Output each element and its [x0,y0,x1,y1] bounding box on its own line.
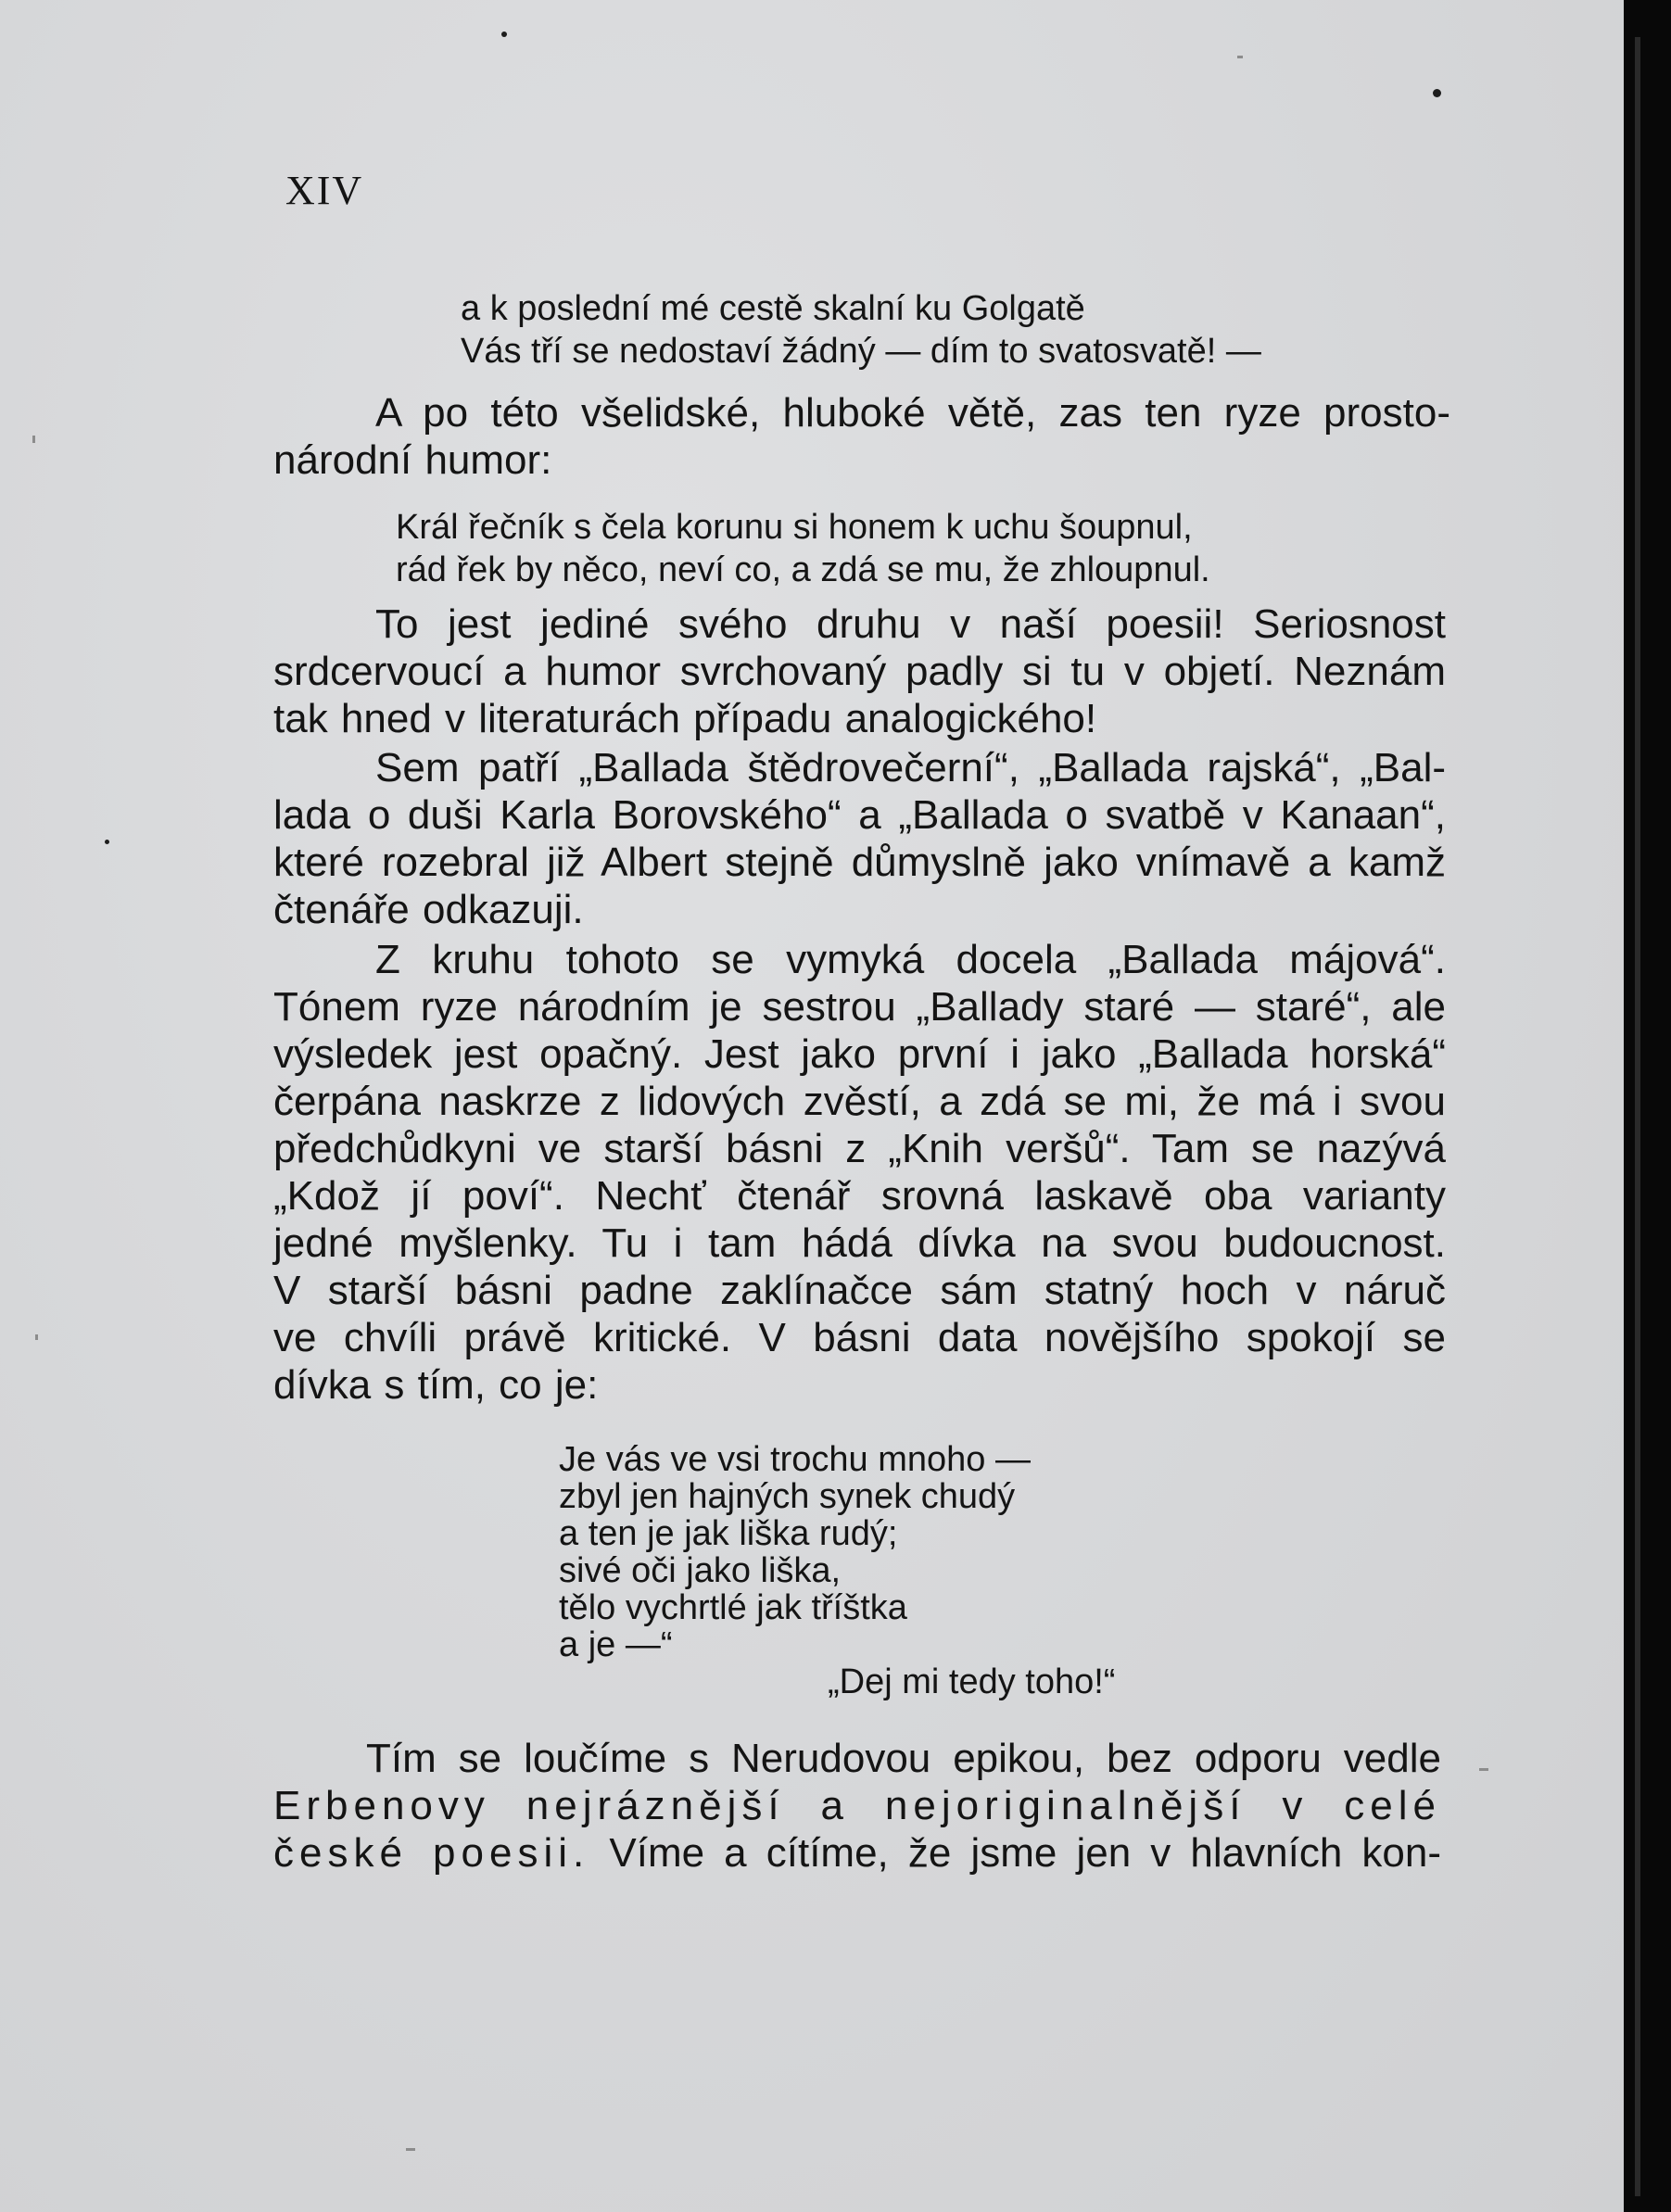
page-number: XIV [285,168,364,213]
verse-line: zbyl jen hajných synek chudý [559,1477,1016,1516]
verse-line: a ten je jak liška rudý; [559,1514,898,1553]
prose-line: národní humor: [273,437,552,483]
prose-line-rest: Víme a cítíme, že jsme jen v hlavních kon- [609,1830,1442,1876]
prose-line: V starší básni padne zaklínačce sám statný hoch v náruč [273,1268,1446,1313]
prose-line: které rozebral již Albert stejně důmyslně jako vnímavě a kamž [273,840,1446,885]
scan-speck [1237,56,1243,58]
prose-line: Sem patří „Ballada štědrovečerní“, „Ballada rajská“, „Bal- [375,745,1446,790]
verse-line: Vás tří se nedostaví žádný — dím to svatosvatě! — [461,332,1261,371]
scan-dot [501,32,507,37]
verse-excerpt-liska [559,1441,1115,1700]
prose-line: Tím se loučíme s Nerudovou epikou, bez odporu vedle [366,1736,1441,1781]
verse-line: „Dej mi tedy toho!“ [828,1662,1116,1701]
scan-speck [406,2148,415,2151]
paragraph-unique-poesy [273,600,1446,742]
prose-line: čtenáře odkazuji. [273,887,584,932]
prose-line: A po této všelidské, hluboké větě, zas ten ryze prosto- [375,390,1450,436]
paragraph-humor-intro [273,389,1450,484]
verse-excerpt-golgata [461,287,1261,373]
paragraph-ballada-majova [273,936,1446,1409]
paragraph-ballads [273,744,1446,933]
verse-line: Je vás ve vsi trochu mnoho — [559,1440,1031,1479]
verse-line: rád řek by něco, neví co, a zdá se mu, že zhloupnul. [396,550,1210,589]
prose-line: To jest jediné svého druhu v naší poesii! Seriosnost [375,601,1446,647]
paragraph-conclusion [273,1735,1441,1877]
verse-line: a k poslední mé cestě skalní ku Golgatě [461,289,1085,328]
scan-border [1624,0,1671,2212]
prose-line: „Kdož jí poví“. Nechť čtenář srovná laskavě oba varianty [273,1173,1446,1219]
prose-line [273,1829,1441,1877]
prose-line: srdcervoucí a humor svrchovaný padly si tu v objetí. Neznám [273,649,1446,694]
prose-line-spaced: Erbenovy nejráznější a nejoriginalnější v celé [273,1783,1441,1828]
scan-speck [1479,1768,1488,1771]
scan-border-edge [1635,37,1640,2196]
prose-line: čerpána naskrze z lidových zvěstí, a zdá se mi, že má i svou [273,1079,1446,1124]
verse-excerpt-kral [396,506,1210,591]
prose-line: dívka s tím, co je: [273,1362,599,1408]
scan-dot [1433,89,1441,97]
verse-line: sivé oči jako liška, [559,1551,842,1590]
verse-line: Král řečník s čela korunu si honem k uchu šoupnul, [396,508,1193,547]
verse-line: a je —“ [559,1625,673,1664]
verse-line: tělo vychrtlé jak tříštka [559,1588,907,1627]
prose-line: výsledek jest opačný. Jest jako první i jako „Ballada horská“ [273,1031,1446,1077]
scan-dot [105,840,109,844]
prose-line: Z kruhu tohoto se vymyká docela „Ballada májová“. [375,937,1446,982]
prose-line: ve chvíli právě kritické. V básni data novějšího spokojí se [273,1315,1446,1360]
scan-speck [35,1334,38,1340]
scan-speck [32,436,35,443]
spaced-phrase: české poesii. [273,1830,590,1876]
prose-line: předchůdkyni ve starší básni z „Knih veršů“. Tam se nazývá [273,1126,1446,1171]
prose-line: tak hned v literaturách případu analogického! [273,696,1097,741]
prose-line: Tónem ryze národním je sestrou „Ballady staré — staré“, ale [273,984,1446,1030]
prose-line: jedné myšlenky. Tu i tam hádá dívka na svou budoucnost. [273,1220,1446,1266]
prose-line: lada o duši Karla Borovského“ a „Ballada o svatbě v Kanaan“, [273,792,1446,838]
